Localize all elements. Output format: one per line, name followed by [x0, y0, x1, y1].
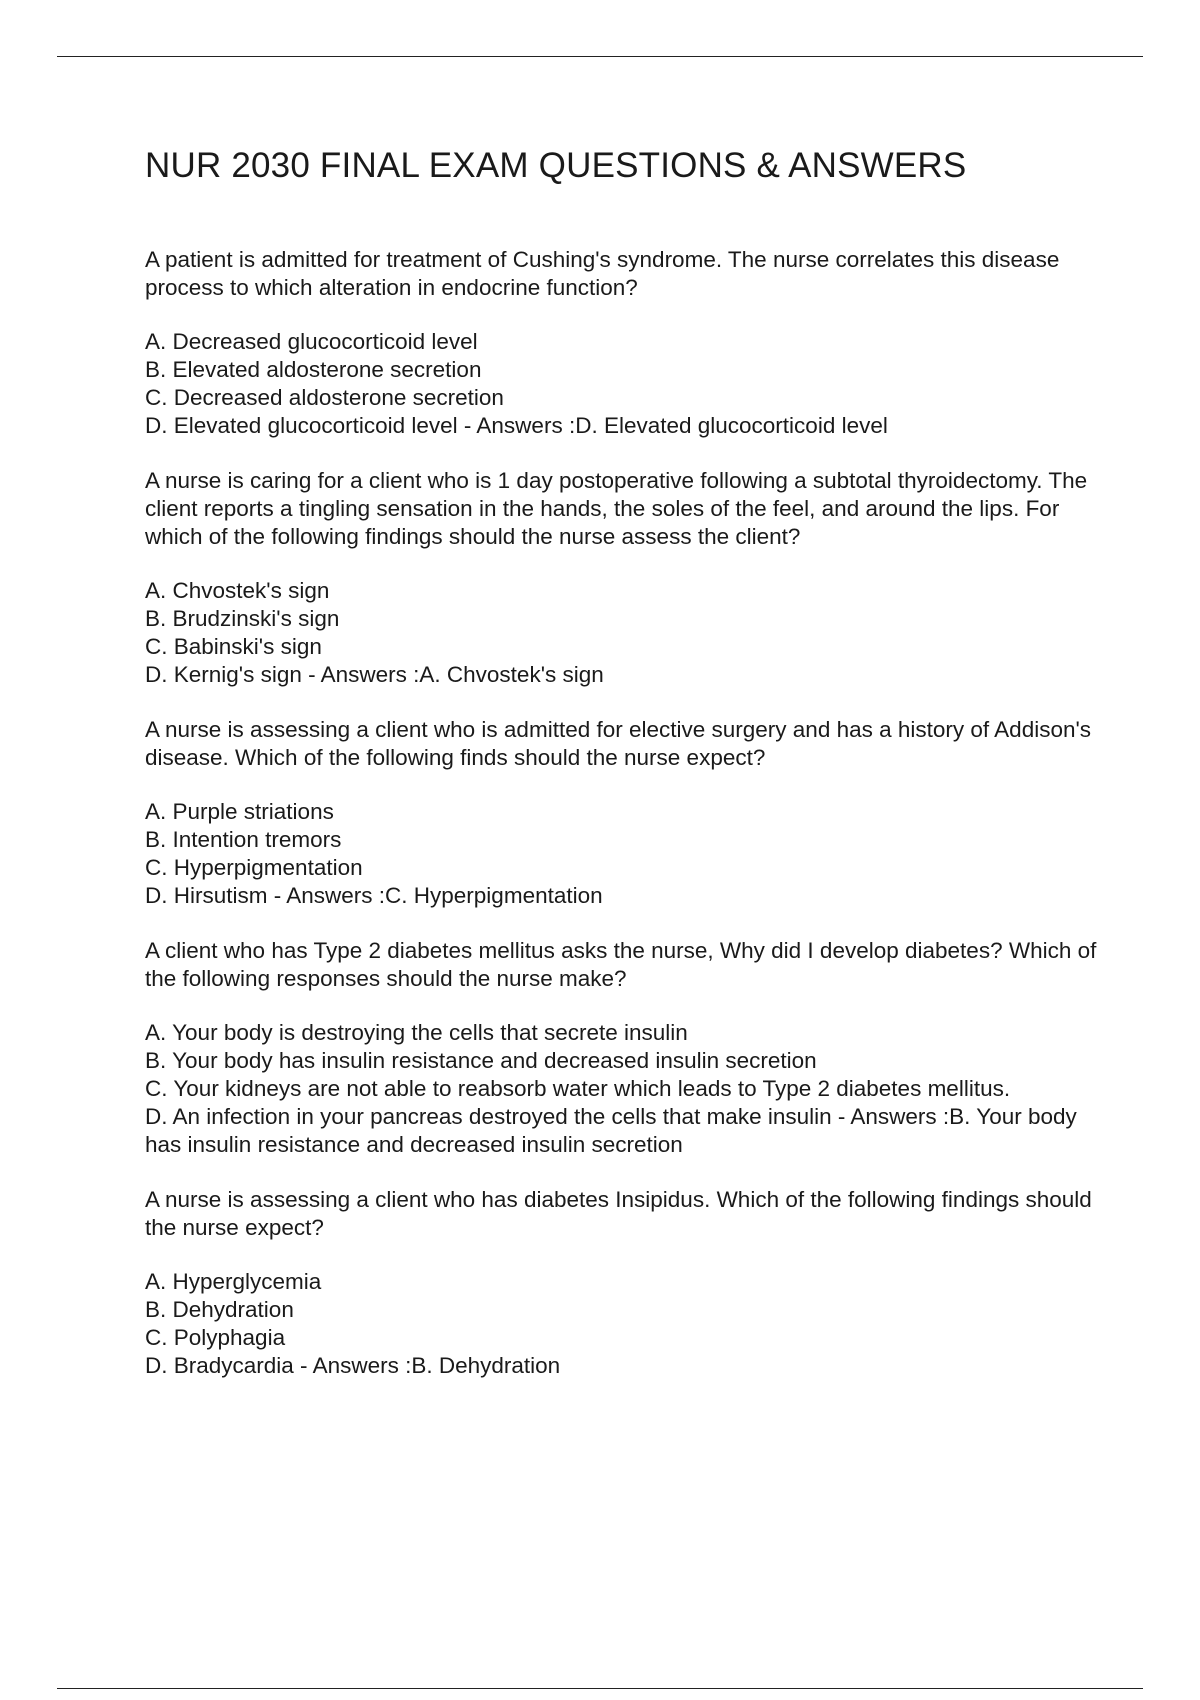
answer-option: D. Hirsutism - Answers :C. Hyperpigmentation: [145, 883, 603, 908]
answer-option: B. Your body has insulin resistance and decreased insulin secretion: [145, 1048, 817, 1073]
document-title: NUR 2030 FINAL EXAM QUESTIONS & ANSWERS: [145, 146, 967, 185]
answer-option: C. Polyphagia: [145, 1325, 286, 1350]
answer-option: B. Intention tremors: [145, 827, 342, 852]
question-block: [145, 716, 1105, 910]
answer-option: B. Elevated aldosterone secretion: [145, 357, 482, 382]
answer-option: C. Hyperpigmentation: [145, 855, 363, 880]
question-stem: A nurse is assessing a client who is admitted for elective surgery and has a history of Addison's disease. Which of the following finds should the nurse expect?: [145, 717, 1092, 770]
answer-option: B. Brudzinski's sign: [145, 606, 340, 631]
answer-option: B. Dehydration: [145, 1297, 294, 1322]
answer-option: C. Babinski's sign: [145, 634, 322, 659]
answer-options: [145, 798, 1105, 910]
answer-option: D. Elevated glucocorticoid level - Answers :D. Elevated glucocorticoid level: [145, 413, 888, 438]
bottom-divider: [57, 1688, 1143, 1689]
answer-options: [145, 328, 1105, 440]
answer-option: A. Your body is destroying the cells that secrete insulin: [145, 1020, 688, 1045]
answer-option: A. Purple striations: [145, 799, 334, 824]
answer-option: A. Decreased glucocorticoid level: [145, 329, 478, 354]
answer-option: A. Hyperglycemia: [145, 1269, 322, 1294]
document-body: [145, 140, 1105, 1407]
answer-option: D. Bradycardia - Answers :B. Dehydration: [145, 1353, 561, 1378]
answer-options: [145, 577, 1105, 689]
answer-option: D. An infection in your pancreas destroyed the cells that make insulin - Answers :B. Your body has insulin resistance and decreased insulin secretion: [145, 1104, 1077, 1157]
answer-option: D. Kernig's sign - Answers :A. Chvostek's sign: [145, 662, 604, 687]
question-stem: A nurse is assessing a client who has diabetes Insipidus. Which of the following findings should the nurse expect?: [145, 1187, 1092, 1240]
answer-option: A. Chvostek's sign: [145, 578, 330, 603]
question-block: [145, 467, 1105, 689]
question-stem: A nurse is caring for a client who is 1 day postoperative following a subtotal thyroidectomy. The client reports a tingling sensation in the hands, the soles of the feel, and around the lips. For which of the following findings should the nurse assess the client?: [145, 468, 1088, 549]
question-block: [145, 246, 1105, 440]
question-stem: A patient is admitted for treatment of Cushing's syndrome. The nurse correlates this disease process to which alteration in endocrine function?: [145, 247, 1060, 300]
answer-option: C. Decreased aldosterone secretion: [145, 385, 504, 410]
question-block: [145, 1186, 1105, 1380]
answer-option: C. Your kidneys are not able to reabsorb water which leads to Type 2 diabetes mellitus.: [145, 1076, 1011, 1101]
question-block: [145, 937, 1105, 1159]
answer-options: [145, 1268, 1105, 1380]
answer-options: [145, 1019, 1105, 1159]
top-divider: [57, 56, 1143, 57]
question-stem: A client who has Type 2 diabetes mellitus asks the nurse, Why did I develop diabetes? Which of the following responses should the nurse make?: [145, 938, 1097, 991]
